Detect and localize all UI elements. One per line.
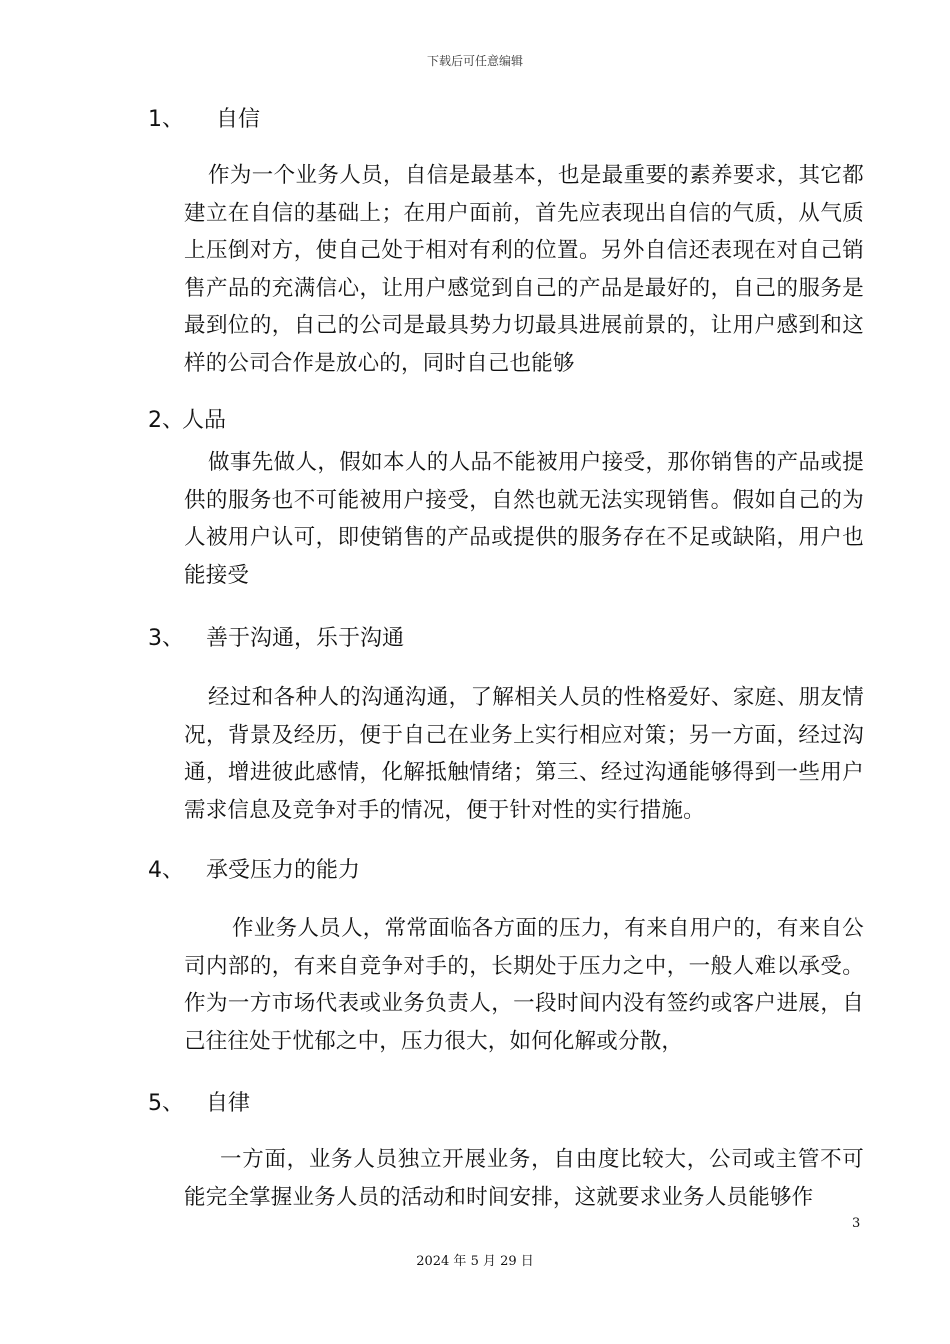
section-number: 1、 — [148, 107, 184, 132]
page-number: 3 — [852, 1216, 861, 1231]
section-number: 3、 — [148, 626, 184, 651]
section-title: 承受压力的能力 — [206, 858, 361, 883]
section-number: 2、 — [148, 408, 184, 433]
section-body: 做事先做人，假如本人的人品不能被用户接受，那你销售的产品或提供的服务也不可能被用户接受，自然也就无法实现销售。假如自己的为人被用户认可，即使销售的产品或提供的服务存在不足或缺陷，用户也能接受 — [184, 450, 864, 588]
section-body: 作业务人员人，常常面临各方面的压力，有来自用户的，有来自公司内部的，有来自竞争对手的，长期处于压力之中，一般人难以承受。作为一方市场代表或业务负责人，一段时间内没有签约或客户进展，自己往往处于忧郁之中，压力很大，如何化解或分散， — [184, 916, 864, 1054]
section-heading — [148, 856, 360, 886]
section-title: 自律 — [206, 1091, 251, 1116]
section-title: 自信 — [216, 107, 261, 132]
page-header: 下载后可任意编辑 — [426, 54, 523, 68]
section-title: 人品 — [182, 408, 227, 433]
section-title: 善于沟通，乐于沟通 — [206, 626, 405, 651]
section-number: 4、 — [148, 858, 184, 883]
section-heading — [148, 406, 226, 436]
section-number: 5、 — [148, 1091, 184, 1116]
section-body: 一方面，业务人员独立开展业务，自由度比较大，公司或主管不可能完全掌握业务人员的活动和时间安排，这就要求业务人员能够作 — [184, 1147, 864, 1210]
section-heading — [148, 624, 404, 654]
section-heading — [148, 105, 260, 135]
section-heading — [148, 1089, 250, 1119]
section-body: 作为一个业务人员，自信是最基本，也是最重要的素养要求，其它都建立在自信的基础上；在用户面前，首先应表现出自信的气质，从气质上压倒对方，使自己处于相对有利的位置。另外自信还表现在对自己销售产品的充满信心，让用户感觉到自己的产品是最好的，自己的服务是最到位的，自己的公司是最具势力切最具进展前景的，让用户感到和这样的公司合作是放心的，同时自己也能够 — [184, 163, 864, 376]
page-footer-date: 2024 年 5 月 29 日 — [416, 1254, 534, 1269]
section-body: 经过和各种人的沟通沟通，了解相关人员的性格爱好、家庭、朋友情况，背景及经历，便于自己在业务上实行相应对策；另一方面，经过沟通，增进彼此感情，化解抵触情绪；第三、经过沟通能够得到一些用户需求信息及竞争对手的情况，便于针对性的实行措施。 — [184, 685, 864, 823]
